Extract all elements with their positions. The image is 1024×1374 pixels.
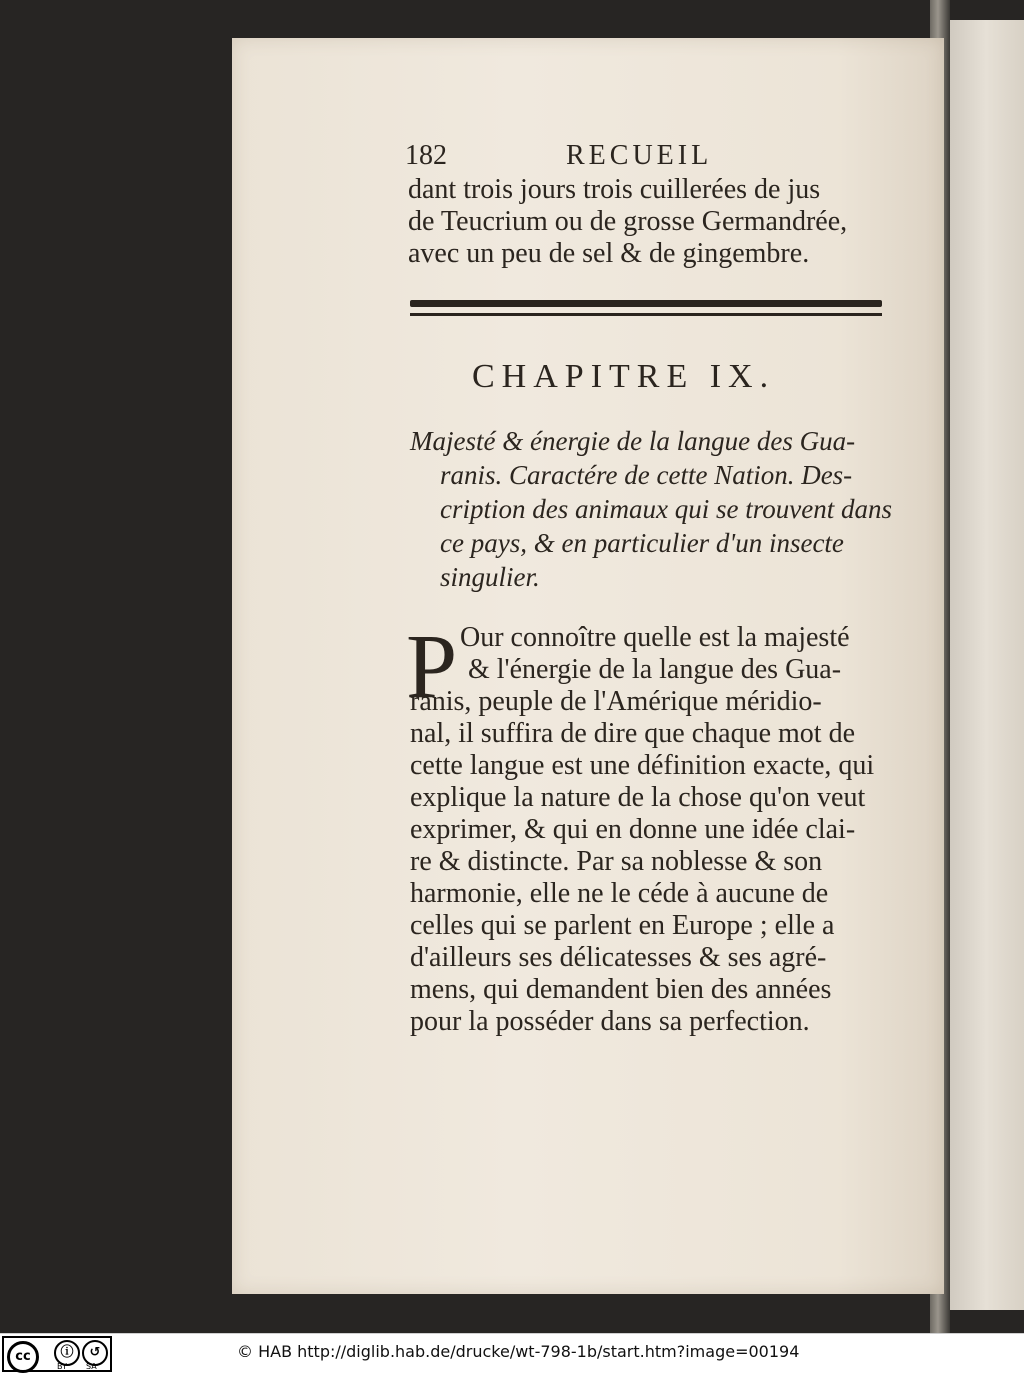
adjacent-page bbox=[948, 20, 1024, 1310]
summary-line: Majesté & énergie de la langue des Gua- bbox=[410, 426, 856, 456]
body-line: Our connoître quelle est la majesté bbox=[460, 622, 850, 653]
body-line: celles qui se parlent en Europe ; elle a bbox=[410, 910, 835, 941]
body-line: explique la nature de la chose qu'on veut bbox=[410, 782, 866, 813]
body-line: exprimer, & qui en donne une idée clai- bbox=[410, 814, 856, 845]
summary-line: ranis. Caractére de cette Nation. Des- bbox=[440, 460, 853, 490]
body-line: cette langue est une définition exacte, qui bbox=[410, 750, 875, 781]
body-line: mens, qui demandent bien des années bbox=[410, 974, 832, 1005]
body-line: ranis, peuple de l'Amérique méridio- bbox=[410, 686, 822, 717]
attribution-link[interactable]: © HAB http://diglib.hab.de/drucke/wt-798-1b/start.htm?image=00194 bbox=[237, 1342, 800, 1361]
drop-cap: P bbox=[406, 615, 458, 717]
cc-license-icon: cc bbox=[7, 1341, 39, 1373]
license-badge[interactable] bbox=[2, 1336, 112, 1372]
text-line: avec un peu de sel & de gingembre. bbox=[408, 238, 810, 269]
summary-line: cription des animaux qui se trouvent dans bbox=[440, 494, 892, 524]
ornamental-rule bbox=[410, 300, 882, 307]
body-line: d'ailleurs ses délicatesses & ses agré- bbox=[410, 942, 827, 973]
summary-line: ce pays, & en particulier d'un insecte bbox=[440, 528, 844, 558]
by-icon: ⓘ bbox=[54, 1340, 80, 1366]
sa-label: SA bbox=[86, 1362, 97, 1371]
page-number: 182 bbox=[405, 140, 447, 171]
body-line: harmonie, elle ne le céde à aucune de bbox=[410, 878, 829, 909]
chapter-title: CHAPITRE IX. bbox=[472, 358, 776, 395]
text-line: de Teucrium ou de grosse Germandrée, bbox=[408, 206, 848, 237]
body-line: pour la posséder dans sa perfection. bbox=[410, 1006, 810, 1037]
body-line: nal, il suffira de dire que chaque mot de bbox=[410, 718, 855, 749]
body-line: re & distincte. Par sa noblesse & son bbox=[410, 846, 823, 877]
running-head: RECUEIL bbox=[566, 140, 713, 171]
summary-line: singulier. bbox=[440, 562, 540, 592]
by-label: BY bbox=[57, 1362, 67, 1371]
ornamental-rule-thin bbox=[410, 313, 882, 316]
sa-icon: ↺ bbox=[82, 1340, 108, 1366]
text-line: dant trois jours trois cuillerées de jus bbox=[408, 174, 821, 205]
body-line: & l'énergie de la langue des Gua- bbox=[468, 654, 842, 685]
